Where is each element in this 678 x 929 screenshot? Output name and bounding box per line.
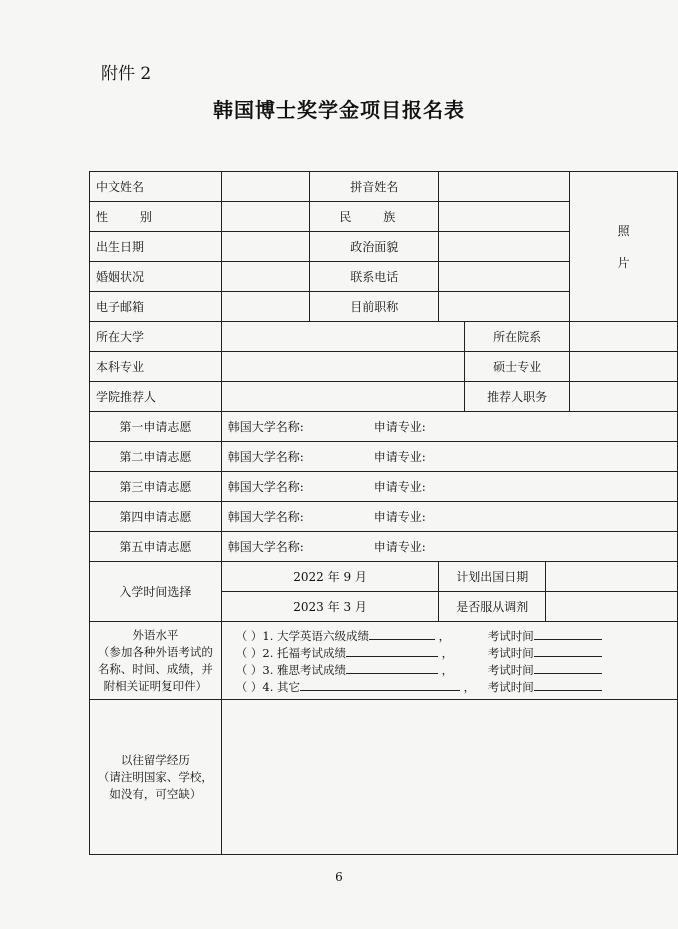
preference-univ-label: 韩国大学名称: <box>227 540 304 554</box>
language-level-label: 外语水平 （参加各种外语考试的名称、时间、成绩，并附相关证明复印件） <box>90 622 222 700</box>
ethnicity-label: 民 族 <box>310 202 439 232</box>
exam-time-label: 考试时间 <box>487 628 534 643</box>
language-item[interactable]: （ ）1. 大学英语六级成绩 ， 考试时间 <box>236 627 677 644</box>
current-title-label: 目前职称 <box>310 292 439 322</box>
ethnicity-field[interactable] <box>439 202 570 232</box>
recommender-position-label: 推荐人职务 <box>465 382 570 412</box>
chinese-name-label: 中文姓名 <box>90 172 222 202</box>
planned-departure-label: 计划出国日期 <box>439 562 546 592</box>
accept-adjust-field[interactable] <box>546 592 678 622</box>
preference-label: 第二申请志愿 <box>90 442 222 472</box>
language-item[interactable]: （ ）3. 雅思考试成绩 ， 考试时间 <box>236 661 677 678</box>
attachment-label: 附件 2 <box>101 64 152 84</box>
preference-field[interactable] <box>221 412 677 442</box>
master-major-field[interactable] <box>570 352 678 382</box>
gender-label: 性 别 <box>90 202 222 232</box>
gender-field[interactable] <box>221 202 309 232</box>
preference-field[interactable] <box>221 472 677 502</box>
preference-major-label: 申请专业: <box>373 450 426 464</box>
political-status-label: 政治面貌 <box>310 232 439 262</box>
preference-label: 第五申请志愿 <box>90 532 222 562</box>
university-field[interactable] <box>221 322 464 352</box>
language-item[interactable]: （ ）2. 托福考试成绩 ， 考试时间 <box>236 644 677 661</box>
undergrad-major-field[interactable] <box>221 352 464 382</box>
email-field[interactable] <box>221 292 309 322</box>
study-abroad-field[interactable] <box>221 700 677 855</box>
exam-time-label: 考试时间 <box>487 645 534 660</box>
planned-departure-field[interactable] <box>546 562 678 592</box>
pinyin-name-label: 拼音姓名 <box>310 172 439 202</box>
phone-label: 联系电话 <box>310 262 439 292</box>
pinyin-name-field[interactable] <box>439 172 570 202</box>
preference-univ-label: 韩国大学名称: <box>227 420 304 434</box>
preference-field[interactable] <box>221 442 677 472</box>
marital-status-label: 婚姻状况 <box>90 262 222 292</box>
marital-status-field[interactable] <box>221 262 309 292</box>
preference-field[interactable] <box>221 502 677 532</box>
application-form-table <box>89 171 678 855</box>
language-item-label: （ ）4. 其它 <box>235 679 301 694</box>
exam-time-label: 考试时间 <box>487 662 534 677</box>
preference-major-label: 申请专业: <box>373 510 426 524</box>
photo-label-2: 片 <box>617 255 630 270</box>
enrollment-option-sep-2022[interactable]: 2022 年 9 月 <box>221 562 439 592</box>
form-title: 韩国博士奖学金项目报名表 <box>213 98 465 122</box>
preference-univ-label: 韩国大学名称: <box>227 450 304 464</box>
current-title-field[interactable] <box>439 292 570 322</box>
birth-date-label: 出生日期 <box>90 232 222 262</box>
recommender-label: 学院推荐人 <box>90 382 222 412</box>
photo-label-1: 照 <box>617 223 630 238</box>
photo-box <box>570 172 678 322</box>
preference-label: 第四申请志愿 <box>90 502 222 532</box>
enrollment-label: 入学时间选择 <box>90 562 222 622</box>
enrollment-option-mar-2023[interactable]: 2023 年 3 月 <box>221 592 439 622</box>
preference-major-label: 申请专业: <box>373 540 426 554</box>
language-item-label: （ ）3. 雅思考试成绩 <box>235 662 347 677</box>
master-major-label: 硕士专业 <box>465 352 570 382</box>
preference-field[interactable] <box>221 532 677 562</box>
preference-label: 第一申请志愿 <box>90 412 222 442</box>
recommender-position-field[interactable] <box>570 382 678 412</box>
language-item[interactable]: （ ）4. 其它 ， 考试时间 <box>236 678 677 695</box>
study-abroad-label: 以往留学经历 （请注明国家、学校，如没有，可空缺） <box>90 700 222 855</box>
language-item-label: （ ）2. 托福考试成绩 <box>235 645 347 660</box>
chinese-name-field[interactable] <box>221 172 309 202</box>
preference-label: 第三申请志愿 <box>90 472 222 502</box>
preference-univ-label: 韩国大学名称: <box>227 510 304 524</box>
political-status-field[interactable] <box>439 232 570 262</box>
language-score-field[interactable] <box>221 622 677 700</box>
accept-adjust-label: 是否服从调剂 <box>439 592 546 622</box>
preference-major-label: 申请专业: <box>373 420 426 434</box>
preference-major-label: 申请专业: <box>373 480 426 494</box>
preference-univ-label: 韩国大学名称: <box>227 480 304 494</box>
email-label: 电子邮箱 <box>90 292 222 322</box>
birth-date-field[interactable] <box>221 232 309 262</box>
undergrad-major-label: 本科专业 <box>90 352 222 382</box>
university-label: 所在大学 <box>90 322 222 352</box>
department-label: 所在院系 <box>465 322 570 352</box>
department-field[interactable] <box>570 322 678 352</box>
phone-field[interactable] <box>439 262 570 292</box>
exam-time-label: 考试时间 <box>487 679 534 694</box>
page-number: 6 <box>335 870 343 884</box>
language-item-label: （ ）1. 大学英语六级成绩 <box>235 628 370 643</box>
recommender-field[interactable] <box>221 382 464 412</box>
